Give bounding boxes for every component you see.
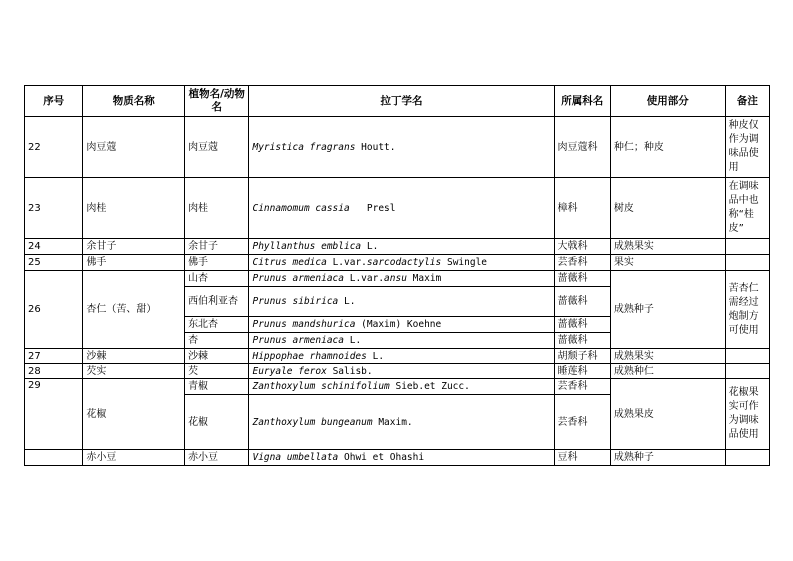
plant-name: 芡 bbox=[185, 364, 249, 379]
used-part: 种仁；种皮 bbox=[610, 117, 725, 178]
latin-authority: L. bbox=[344, 335, 362, 346]
used-part: 果实 bbox=[610, 255, 725, 271]
table-row bbox=[25, 255, 770, 271]
latin-genus-species: Euryale ferox bbox=[252, 365, 327, 377]
row-number bbox=[25, 450, 83, 466]
latin-name bbox=[249, 379, 554, 395]
latin-genus-species: Prunus mandshurica bbox=[252, 319, 356, 330]
plant-name: 肉桂 bbox=[185, 178, 249, 239]
table-row bbox=[25, 117, 770, 178]
latin-authority: Maxim bbox=[406, 273, 442, 284]
family-name: 蔷薇科 bbox=[554, 317, 610, 333]
latin-genus-species: Prunus armeniaca bbox=[252, 335, 344, 346]
latin-variety-marker: L.var. bbox=[326, 257, 367, 268]
remark bbox=[725, 364, 769, 379]
remark: 苦杏仁需经过炮制方可使用 bbox=[725, 271, 769, 349]
header-cell: 所属科名 bbox=[554, 86, 610, 117]
latin-genus-species: Citrus medica bbox=[252, 257, 327, 268]
family-name: 芸香科 bbox=[554, 379, 610, 395]
row-number: 25 bbox=[25, 255, 83, 271]
latin-authority: L. bbox=[338, 296, 356, 307]
used-part: 成熟果实 bbox=[610, 349, 725, 364]
family-name: 胡颓子科 bbox=[554, 349, 610, 364]
used-part: 成熟果实 bbox=[610, 239, 725, 255]
latin-variety: ansu bbox=[384, 273, 407, 284]
latin-genus-species: Phyllanthus emblica bbox=[252, 241, 362, 252]
used-part: 成熟种子 bbox=[610, 450, 725, 466]
latin-name bbox=[249, 333, 554, 349]
plant-name: 东北杏 bbox=[185, 317, 249, 333]
table-row bbox=[25, 271, 770, 287]
remark bbox=[725, 450, 769, 466]
latin-authority: L. bbox=[366, 350, 385, 362]
latin-name bbox=[249, 450, 554, 466]
row-number: 24 bbox=[25, 239, 83, 255]
substance-name: 赤小豆 bbox=[83, 450, 185, 466]
latin-name bbox=[249, 255, 554, 271]
header-cell: 使用部分 bbox=[610, 86, 725, 117]
latin-genus-species: Myristica fragrans bbox=[252, 141, 356, 153]
latin-authority: Houtt. bbox=[355, 141, 396, 153]
substance-name: 芡实 bbox=[83, 364, 185, 379]
remark: 花椒果实可作为调味品使用 bbox=[725, 379, 769, 450]
latin-authority: L. bbox=[361, 241, 379, 252]
latin-authority: Salisb. bbox=[326, 365, 373, 377]
table-row bbox=[25, 349, 770, 364]
latin-name bbox=[249, 395, 554, 450]
remark: 在调味品中也称“桂皮” bbox=[725, 178, 769, 239]
used-part: 成熟种仁 bbox=[610, 364, 725, 379]
substance-table bbox=[24, 85, 770, 466]
plant-name: 西伯利亚杏 bbox=[185, 287, 249, 317]
remark: 种皮仅作为调味品使用 bbox=[725, 117, 769, 178]
used-part: 成熟种子 bbox=[610, 271, 725, 349]
plant-name: 花椒 bbox=[185, 395, 249, 450]
latin-genus-species: Cinnamomum cassia bbox=[252, 202, 350, 214]
remark bbox=[725, 349, 769, 364]
family-name: 蔷薇科 bbox=[554, 287, 610, 317]
table-row bbox=[25, 450, 770, 466]
latin-authority: Presl bbox=[349, 202, 396, 214]
latin-genus-species: Prunus sibirica bbox=[252, 296, 339, 307]
latin-name bbox=[249, 271, 554, 287]
row-number: 22 bbox=[25, 117, 83, 178]
family-name: 蔷薇科 bbox=[554, 271, 610, 287]
table-row bbox=[25, 364, 770, 379]
plant-name: 青椒 bbox=[185, 379, 249, 395]
row-number: 28 bbox=[25, 364, 83, 379]
row-number: 27 bbox=[25, 349, 83, 364]
plant-name: 佛手 bbox=[185, 255, 249, 271]
row-number: 29 bbox=[25, 379, 83, 450]
header-cell: 植物名/动物名 bbox=[185, 86, 249, 117]
header-cell: 备注 bbox=[725, 86, 769, 117]
latin-name bbox=[249, 117, 554, 178]
table-row bbox=[25, 379, 770, 395]
latin-name bbox=[249, 178, 554, 239]
latin-genus-species: Zanthoxylum bungeanum bbox=[252, 416, 373, 428]
family-name: 肉豆蔻科 bbox=[554, 117, 610, 178]
latin-variety: sarcodactylis bbox=[366, 257, 442, 268]
row-number: 23 bbox=[25, 178, 83, 239]
latin-authority: Swingle bbox=[441, 257, 488, 268]
remark bbox=[725, 255, 769, 271]
latin-genus-species: Hippophae rhamnoides bbox=[252, 350, 367, 362]
plant-name: 杏 bbox=[185, 333, 249, 349]
plant-name: 山杏 bbox=[185, 271, 249, 287]
plant-name: 沙棘 bbox=[185, 349, 249, 364]
plant-name: 赤小豆 bbox=[185, 450, 249, 466]
latin-name bbox=[249, 287, 554, 317]
latin-name bbox=[249, 349, 554, 364]
substance-name: 花椒 bbox=[83, 379, 185, 450]
substance-name: 杏仁（苦、甜） bbox=[83, 271, 185, 349]
family-name: 芸香科 bbox=[554, 395, 610, 450]
substance-name: 沙棘 bbox=[83, 349, 185, 364]
latin-authority: (Maxim) Koehne bbox=[355, 319, 442, 330]
latin-authority: Maxim. bbox=[372, 416, 413, 428]
latin-name bbox=[249, 317, 554, 333]
header-cell: 序号 bbox=[25, 86, 83, 117]
substance-name: 佛手 bbox=[83, 255, 185, 271]
header-cell: 拉丁学名 bbox=[249, 86, 554, 117]
latin-variety-marker: L.var. bbox=[344, 273, 385, 284]
plant-name: 余甘子 bbox=[185, 239, 249, 255]
family-name: 蔷薇科 bbox=[554, 333, 610, 349]
substance-name: 肉桂 bbox=[83, 178, 185, 239]
latin-genus-species: Vigna umbellata bbox=[252, 452, 339, 463]
family-name: 豆科 bbox=[554, 450, 610, 466]
latin-name bbox=[249, 239, 554, 255]
latin-genus-species: Prunus armeniaca bbox=[252, 273, 344, 284]
family-name: 大戟科 bbox=[554, 239, 610, 255]
table-row bbox=[25, 239, 770, 255]
used-part: 树皮 bbox=[610, 178, 725, 239]
header-row bbox=[25, 86, 770, 117]
family-name: 樟科 bbox=[554, 178, 610, 239]
latin-genus-species: Zanthoxylum schinifolium bbox=[252, 381, 390, 392]
latin-authority: Sieb.et Zucc. bbox=[389, 381, 470, 392]
remark bbox=[725, 239, 769, 255]
row-number: 26 bbox=[25, 271, 83, 349]
substance-name: 肉豆蔻 bbox=[83, 117, 185, 178]
header-cell: 物质名称 bbox=[83, 86, 185, 117]
family-name: 芸香科 bbox=[554, 255, 610, 271]
substance-name: 余甘子 bbox=[83, 239, 185, 255]
family-name: 睡莲科 bbox=[554, 364, 610, 379]
table-row bbox=[25, 178, 770, 239]
latin-authority: Ohwi et Ohashi bbox=[338, 452, 425, 463]
plant-name: 肉豆蔻 bbox=[185, 117, 249, 178]
used-part: 成熟果皮 bbox=[610, 379, 725, 450]
latin-name bbox=[249, 364, 554, 379]
